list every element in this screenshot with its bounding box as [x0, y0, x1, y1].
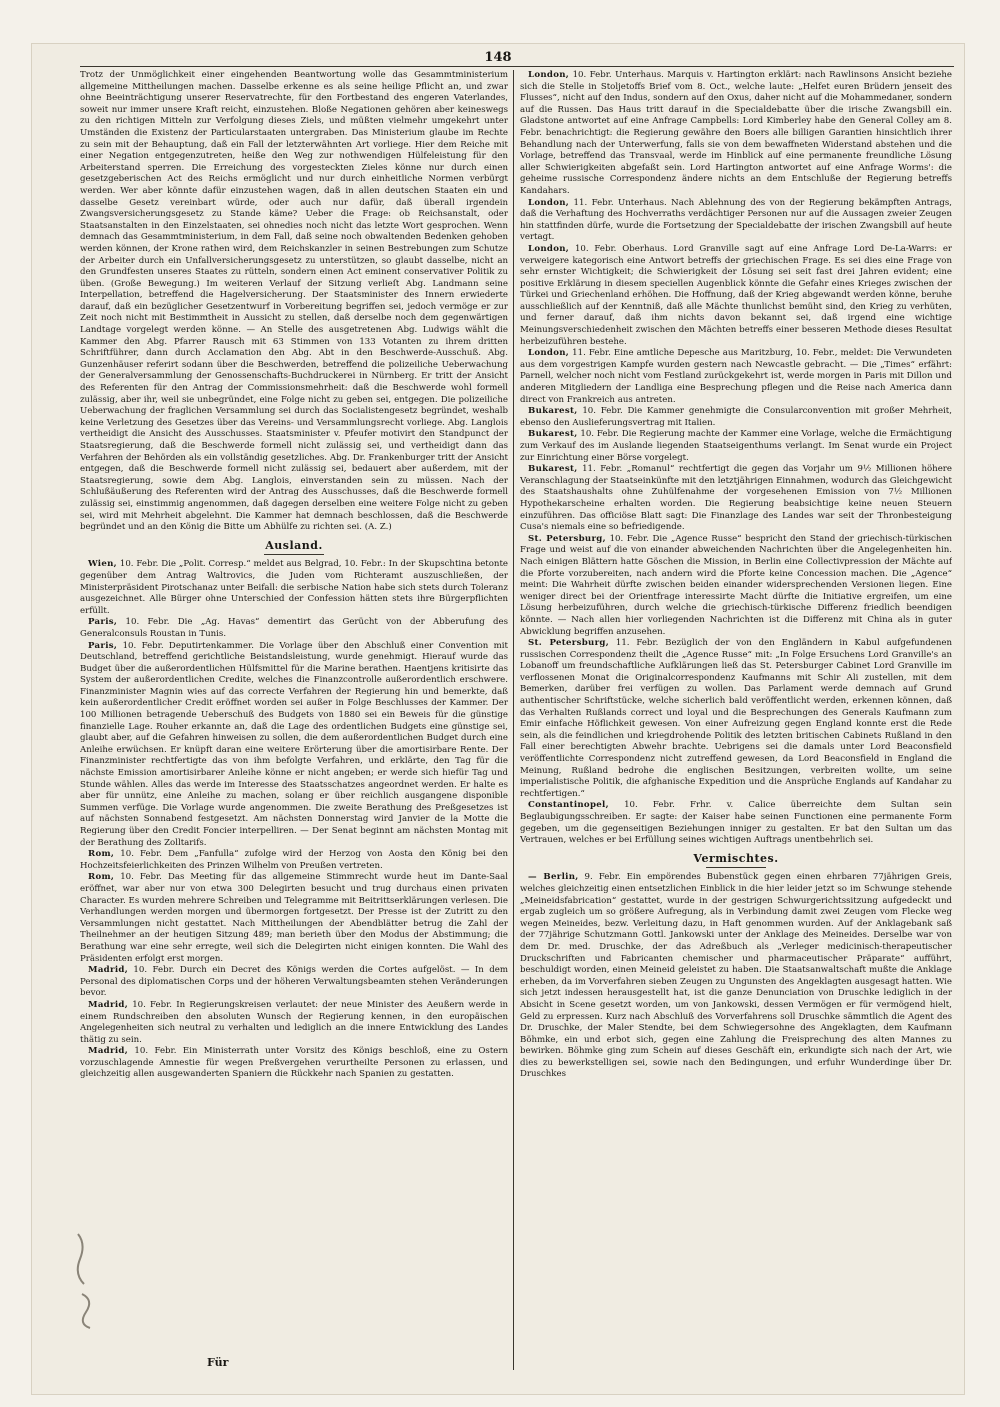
dateline: — Berlin,	[528, 872, 579, 883]
newspaper-page	[32, 44, 964, 1394]
dateline: Rom,	[88, 872, 115, 883]
dateline: Paris,	[88, 640, 118, 651]
article-paragraph	[520, 872, 952, 1081]
article-text: 10. Febr. In Regierungskreisen verlautet: der neue Minister des Aeußern werde in einem Rundschreiben den absoluten Wunsch der Regierung kennen, in den europäischen Angelegenheiten sich neutral zu verhalten und lediglich an die innere Entwicklung des Landes thätig zu sein.	[80, 999, 508, 1045]
article-text: 10. Febr. Durch ein Decret des Königs werden die Cortes aufgelöst. — In dem Personal des diplomatischen Corps und der höheren Verwaltungsbeamten stehen Veränderungen bevor.	[80, 965, 508, 999]
article-text: 10. Febr. Unterhaus. Marquis v. Hartington erklärt: nach Rawlinsons Ansicht beziehe sich die Stelle in Stoljetoffs Brief vom 8. Oct., welche laute: „Helfet euren Brüdern jenseit des Flusses“, nicht auf den Indus, sondern auf den Oxus, daher nicht auf die Mohammedaner, sondern auf die Russen. Das Haus tritt darauf in die Specialdebatte über die irische Zwangsbill ein. Gladstone antwortet auf eine Anfrage Campbells: Lord Kimberley habe den General Colley am 8. Febr. benachrichtigt: die Regierung gewähre den Boers alle billigen Garantien hinsichtlich ihrer Behandlung nach der Unterwerfung, falls sie von dem bewaffneten Widerstand abstehen und die Vorlage, betreffend das Transvaal, werde im Hinblick auf eine permanente freundliche Lösung aller Schwierigkeiten abgefaßt sein. Lord Hartington antwortet auf eine Anfrage Worms': die geheime russische Correspondenz ändere nichts an dem Entschluße der Regierung betreffs Kandahars.	[520, 70, 952, 196]
article-paragraph	[80, 872, 508, 965]
dateline: St. Petersburg,	[528, 638, 610, 649]
article-text: 11. Febr. Eine amtliche Depesche aus Maritzburg, 10. Febr., meldet: Die Verwundeten aus dem vorgestrigen Kampfe wurden gestern nach Newcastle gebracht. — Die „Times“ erfährt: Parnell, welcher noch nicht vom Festland zurückgekehrt ist, werde morgen in Paris mit Dillon und anderen Mitgliedern der Landliga eine Besprechung pflegen und die Reise nach America dann direct von Frankreich aus antreten.	[520, 348, 952, 405]
dateline: Rom,	[88, 849, 115, 860]
article-paragraph	[520, 464, 952, 534]
section-rule	[264, 554, 324, 555]
article-text: 10. Febr. Ein Ministerrath unter Vorsitz des Königs beschloß, eine zu Ostern vorzuschlagende Amnestie für wegen Preßvergehen verurtheilte Personen zu erlassen, und gleichzeitig allen ausgewanderten Spaniern die Rückkehr nach Spanien zu gestatten.	[80, 1046, 508, 1080]
article-paragraph	[520, 244, 952, 348]
article-paragraph	[520, 800, 952, 846]
article-paragraph	[520, 198, 952, 244]
section-heading: Vermischtes.	[693, 851, 779, 865]
article-text: 10. Febr. Die Kammer genehmigte die Consularconvention mit großer Mehrheit, ebenso den Auslieferungsvertrag mit Italien.	[520, 406, 952, 428]
section-rule	[706, 867, 766, 868]
article-paragraph	[520, 348, 952, 406]
article-text: 10. Febr. Dem „Fanfulla“ zufolge wird der Herzog von Aosta den König bei den Hochzeitsfeierlichkeiten des Prinzen Wilhelm von Preußen vertreten.	[80, 849, 508, 871]
article-text: 9. Febr. Ein empörendes Bubenstück gegen einen ehrbaren 77jährigen Greis, welches gleichzeitig einen entsetzlichen Einblick in die hier leider jetzt so im Schwunge stehende „Meineidsfabrication“ gestattet, wurde in der gestrigen Schwurgerichtssitzung aufgedeckt und ergab zugleich um so größere Aufregung, als in Verbindung damit zwei Zeugen vom Flecke weg wegen Meineides, bezw. Verleitung dazu, in Haft genommen wurden. Auf der Anklagebank saß der 77jährige Schutzmann Gottl. Jankowski unter der Anklage des Meineides. Derselbe war von dem Dr. med. Druschke, der das Adreßbuch als „Verleger medicinisch-therapeutischer Druckschriften und Fabricanten chemischer und pharmaceutischer Präparate“ aufführt, beschuldigt worden, einen Meineid geleistet zu haben. Die Staatsanwaltschaft mußte die Anklage erheben, da im Vorverfahren sieben Zeugen zu Ungunsten des Angeklagten ausgesagt hatten. Wie sich jetzt indessen herausgestellt hat, ist die ganze Denunciation von Druschke lediglich in der Absicht in Scene gesetzt worden, um von Jankowski, dessen Vermögen er für vermögend hielt, Geld zu erpressen. Kurz nach Abschluß des Vorverfahrens soll Druschke sämmtlich die Agent des Dr. Druschke, der Maler Stendte, bei dem Schwiegersohne des Angeklagten, dem Kaufmann Böhmke, ein und erbot sich, gegen eine Zahlung die Freisprechung des alten Mannes zu bewirken. Böhmke ging zum Schein auf dieses Geschäft ein, erkundigte sich nach der Art, wie dies zu bewerkstelligen sei, sowie nach den Bedingungen, und erfuhr Wunderdinge über Dr. Druschkes	[520, 872, 952, 1080]
left-column	[80, 70, 508, 1370]
dateline: St. Petersburg,	[528, 533, 606, 544]
page-number: 148	[484, 50, 512, 65]
dateline: London,	[528, 348, 570, 359]
dateline: Madrid,	[88, 965, 128, 976]
article-text: Trotz der Unmöglichkeit einer eingehenden Beantwortung wolle das Gesammtministerium allgemeine Mittheilungen machen. Dasselbe erkenne es als seine heilige Pflicht an, und zwar ohne Beeinträchtigung unserer Reservatrechte, für den Fortbestand des engeren Vaterlandes, soweit nur immer unsere Kraft reicht, einzustehen. Bloße Negationen gehören aber keineswegs zu den richtigen Mitteln zur Verfolgung dieses Ziels, und müßten vielmehr umgekehrt unter Umständen die Existenz der Particularstaaten untergraben. Das Ministerium glaube im Rechte zu sein mit der Behauptung, daß ein Fall der letzterwähnten Art vorliege. Hier dem Reiche mit einer Negation entgegenzutreten, heiße den Weg zur nothwendigen Hülfeleistung für den Arbeiterstand sperren. Die Erreichung des vorgesteckten Zieles könne nur durch einen gesetzgeberischen Act des Reichs ermöglicht und nur durch einheitliche Normen verbürgt werden. Wer aber könnte dafür einzustehen wagen, daß in allen deutschen Staaten ein und dasselbe Gesetz vereinbart würde, oder auch nur dafür, daß überall irgendein Zwangsversicherungsgesetz zu Stande käme? Ueber die Frage: ob Reichsanstalt, oder Staatsanstalten in den Einzelstaaten, sei ohnedies noch nicht das letzte Wort gesprochen. Wenn demnach das Gesammtministerium, in dem Fall, daß seine noch obwaltenden Bedenken gehoben werden können, der Krone rathen wird, dem Reichskanzler in seinen Bestrebungen zum Schutze der Arbeiter durch ein Unfallversicherungsgesetz zu unterstützen, so glaubt dasselbe, nicht an den Grundfesten unseres Staates zu rütteln, sondern einen Act eminent conservativer Politik zu üben. (Große Bewegung.) Im weiteren Verlauf der Sitzung verlieſt Abg. Landmann seine Interpellation, betreffend die Hagelversicherung. Der Staatsminister des Innern erwiederte darauf, daß ein bezüglicher Gesetzentwurf in Vorbereitung begriffen sei, jedoch vermöge er zur Zeit noch nicht mit Bestimmtheit in Aussicht zu stellen, daß derselbe noch dem gegenwärtigen Landtage vorgelegt werden könne. — An Stelle des ausgetretenen Abg. Ludwigs wählt die Kammer den Abg. Pfarrer Rausch mit 63 Stimmen von 133 Votanten zu ihrem dritten Schriftführer, dann durch Acclamation den Abg. Abt in den Beschwerde-Ausschuß. Abg. Gunzenhäuser referirt sodann über die Beschwerden, betreffend die polizeiliche Ueberwachung der Generalversammlung der Genossenschafts-Buchdruckerei in Nürnberg. Er tritt der Ansicht des Referenten für den Antrag der Commissionsmehrheit: daß die Beschwerde wohl formell zulässig, aber ihr, weil sie unbegründet, eine Folge nicht zu geben sei, entgegen. Die polizeiliche Ueberwachung der fraglichen Versammlung sei durch das Socialistengesetz begründet, weshalb keine Verletzung des Gesetzes über das Vereins- und Versammlungsrecht vorliege. Abg. Langlois vertheidigt die Ansicht des Ausschusses. Staatsminister v. Pfeufer motivirt den Standpunct der Staatsregierung, daß die Beschwerde formell nicht zulässig sei, und vertheidigt dann das Verfahren der Behörden als ein vollständig gesetzliches. Abg. Dr. Frankenburger tritt der Ansicht entgegen, daß die Beschwerde formell nicht zulässig sei, bedauert aber außerdem, mit der Staatsregierung, sowie dem Abg. Langlois, einverstanden sein zu müssen. Nach der Schlußäußerung des Referenten wird der Antrag des Ausschusses, daß die Beschwerde formell zulässig sei, einstimmig angenommen, daß dagegen derselben eine weitere Folge nicht zu geben sei, wird mit Mehrheit abgelehnt. Die Kammer hat demnach beschlossen, daß die Beschwerde begründet und an den König die Bitte um Abhülfe zu richten sei. (A. Z.)	[80, 70, 508, 533]
article-paragraph	[80, 1046, 508, 1081]
article-text: 10. Febr. Die „Polit. Corresp.“ meldet aus Belgrad, 10. Febr.: In der Skupschtina betonte gegenüber dem Antrag Waltrovics, die Juden vom Richteramt auszuschließen, der Ministerpräsident Pirotschanaz unter Beifall: die serbische Nation habe sich stets durch Toleranz ausgezeichnet. Alle Bürger ohne Unterschied der Confession hätten stets ihre Bürgerpflichten erfüllt.	[80, 559, 508, 616]
article-paragraph	[80, 559, 508, 617]
article-paragraph	[80, 849, 508, 872]
article-paragraph	[80, 965, 508, 1000]
article-paragraph	[80, 70, 508, 534]
header-rule	[80, 66, 954, 67]
article-paragraph	[520, 534, 952, 638]
article-paragraph	[520, 638, 952, 800]
dateline: Paris,	[88, 617, 118, 628]
article-paragraph	[80, 617, 508, 640]
right-column	[520, 70, 952, 1370]
article-paragraph	[80, 641, 508, 850]
article-text: 10. Febr. Die „Agence Russe“ bespricht den Stand der griechisch-türkischen Frage und weist auf die von einander abweichenden Nachrichten über die Angelegenheiten hin. Nach einigen Blättern hatte Göschen die Mission, in Berlin eine Collectivpression der Mächte auf die Pforte vorzubereiten, nach andern wird die Pforte keine Concession machen. Die „Agence“ meint: Die Wahrheit dürfte zwischen beiden einander widersprechenden Versionen liegen. Eine weniger direct bei der Orientfrage interessirte Macht dürfte die Initiative ergreifen, um eine Lösung herbeizuführen, durch welche die griechisch-türkische Differenz friedlich beendigen könnte. — Nach allen hier vorliegenden Nachrichten ist die Differenz mit China als in guter Abwicklung begriffen anzusehen.	[520, 533, 952, 637]
article-text: 10. Febr. Deputirtenkammer. Die Vorlage über den Abschluß einer Convention mit Deutschland, betreffend gerichtliche Beistandsleistung, wurde genehmigt. Hierauf wurde das Budget über die außerordentlichen Hülfsmittel für die Marine berathen. Haentjens kritisirte das System der außerordentlichen Credite, welches die Finanzcontrolle außerordentlich erschwere. Finanzminister Magnin wies auf das correcte Verfahren der Regierung hin und bemerkte, daß kein außerordentlicher Credit eröffnet worden sei außer in Folge Beschlusses der Kammer. Der 100 Millionen betragende Ueberschuß des Budgets von 1880 sei ein Beweis für die günstige finanzielle Lage. Rouher erkannte an, daß die Lage des ordentlichen Budgets eine günstige sei, glaubt aber, auf die Gefahren hinweisen zu sollen, die dem außerordentlichen Budget durch eine Anleihe erwüchsen. Er knüpft daran eine weitere Erörterung über die amortisirbare Rente. Der Finanzminister rechtfertigte das von ihm befolgte Verfahren, und erklärte, den Tag für die nächste Emission amortisirbarer Anleihe könne er nicht angeben; er werde sich hiefür Tag und Stunde wählen. Alles das werde im Interesse des Staatsschatzes angeordnet werden. Er halte es aber für unnütz, eine Anleihe zu machen, solang er über reichlich ausgangene disponible Summen verfüge. Die Vorlage wurde angenommen. Die zweite Berathung des Preßgesetzes ist auf nächsten Sonnabend festgesetzt. Am nächsten Donnerstag wird Janvier de la Motte die Regierung über den Credit Foncier interpelliren. — Der Senat beginnt am nächsten Montag mit der Berathung des Zolltarifs.	[80, 640, 508, 848]
dateline: London,	[528, 243, 570, 254]
dateline: Madrid,	[88, 1046, 128, 1057]
article-paragraph	[520, 70, 952, 198]
dateline: London,	[528, 70, 570, 80]
article-text: 10. Febr. Die „Ag. Havas“ dementirt das Gerücht von der Abberufung des Generalconsuls Roustan in Tunis.	[80, 617, 508, 639]
article-text: 10. Febr. Frhr. v. Calice überreichte dem Sultan sein Beglaubigungsschreiben. Er sagte: der Kaiser habe seinen Functionen eine permanente Form gegeben, um die gegenseitigen Beziehungen inniger zu gestalten. Er bat den Sultan um das Vertrauen, welches er bei Erfüllung seines wichtigen Auftrags unentbehrlich sei.	[520, 800, 952, 846]
article-text: 11. Febr. Bezüglich der von den Engländern in Kabul aufgefundenen russischen Correspondenz theilt die „Agence Russe“ mit: „In Folge Ersuchens Lord Granville's an Lobanoff um freundschaftliche Aufklärungen ließ das St. Petersburger Cabinet Lord Granville im verflossenen Monat die Originalcorrespondenz Kaufmanns mit Schir Ali zustellen, mit dem Bemerken, darüber frei verfügen zu wollen. Das Parlament werde demnach auf Grund authentischer Schriftstücke, welche sicherlich bald veröffentlicht werden, erkennen können, daß das Verhalten Rußlands correct und loyal und die Besprechungen des Generals Kaufmann zum Emir einfache Höflichkeit gewesen. Von einer Aufreizung gegen England konnte erst die Rede sein, als die feindlichen und kriegdrohende Politik des letzten britischen Cabinets Rußland in den Fall einer berechtigten Abwehr brachte. Uebrigens sei die damals unter Lord Beaconsfield veröffentlichte Correspondenz nicht zutreffend gewesen, da Lord Beaconsfield in England die Meinung, Rußland bedrohe die englischen Besitzungen, verbreiten wollte, um seine imperialistische Politik, die afghanische Expedition und die Ansprüche Englands auf Kandahar zu rechtfertigen.“	[520, 638, 952, 799]
article-text: 10. Febr. Das Meeting für das allgemeine Stimmrecht wurde heut im Dante-Saal eröffnet, war aber nur von etwa 300 Delegirten besucht und trug durchaus einen privaten Character. Es wurden mehrere Schreiben und Telegramme mit Beitrittserklärungen verlesen. Die Verhandlungen werden morgen und übermorgen fortgesetzt. Der Presse ist der Zutritt zu den Versammlungen nicht gestattet. Nach Mittheilungen der Abendblätter betrug die Zahl der Theilnehmer an der heutigen Sitzung 489; man berieth über den Modus der Abstimmung; die Berathung war eine sehr erregte, weil sich die Delegirten nicht einigen konnten. Die Wahl des Präsidenten erfolgt erst morgen.	[80, 872, 508, 964]
dateline: Bukarest,	[528, 406, 578, 417]
dateline: Bukarest,	[528, 464, 578, 475]
dateline: Wien,	[88, 559, 117, 570]
article-paragraph	[520, 429, 952, 464]
catchword: Für	[207, 1356, 229, 1369]
article-text: 10. Febr. Die Regierung machte der Kammer eine Vorlage, welche die Ermächtigung zum Verkauf des im Auslande liegenden Staatseigenthums verlangt. Im Senat wurde ein Project zur Einrichtung einer Börse vorgelegt.	[520, 429, 952, 463]
pencil-annotation	[68, 1224, 108, 1334]
dateline: London,	[528, 197, 570, 208]
section-heading: Ausland.	[265, 538, 323, 552]
dateline: Madrid,	[88, 999, 128, 1010]
article-text: 11. Febr. „Romanul“ rechtfertigt die gegen das Vorjahr um 9½ Millionen höhere Veranschlagung der Staatseinkünfte mit den letztjährigen Einnahmen, wodurch das Gleichgewicht des Staatshaushalts ohne Zuhülfenahme der vorgesehenen Emission von 7½ Millionen Hypothekarscheine erhalten worden. Die Regierung beabsichtige keine neuen Steuern einzuführen. Das officiöse Blatt sagt: Die Finanzlage des Landes war seit der Thronbesteigung Cusa's niemals eine so befriedigende.	[520, 464, 952, 533]
article-paragraph	[80, 1000, 508, 1046]
dateline: Bukarest,	[528, 429, 578, 440]
column-divider	[513, 70, 514, 1370]
dateline: Constantinopel,	[528, 800, 609, 811]
article-text: 10. Febr. Oberhaus. Lord Granville sagt auf eine Anfrage Lord De-La-Warrs: er verweigere kategorisch eine Antwort betreffs der griechischen Frage. Es sei dies eine Frage von sehr ernster Wichtigkeit; die Schwierigkeit der Lösung sei seit fast drei Jahren evident; eine positive Erklärung in diesem speciellen Augenblick könnte die Gefahr eines Krieges zwischen der Türkei und Griechenland erhöhen. Die Hoffnung, daß der Krieg abgewandt werden könne, beruhe ausschließlich auf der Kenntniß, daß alle Mächte thunlichst bemüht sind, den Krieg zu verhüten, und ferner darauf, daß ihm nichts davon bekannt sei, daß irgend eine wichtige Meinungsverschiedenheit zwischen den Mächten betreffs einer besseren Methode dieses Resultat herbeizuführen bestehe.	[520, 243, 952, 347]
article-text: 11. Febr. Unterhaus. Nach Ablehnung des von der Regierung bekämpften Antrags, daß die Verhaftung des Hochverraths verdächtiger Personen nur auf die Aussagen zweier Zeugen hin stattfinden dürfe, wurde die Fortsetzung der Specialdebatte der irischen Zwangsbill auf heute vertagt.	[520, 197, 952, 243]
article-paragraph	[520, 406, 952, 429]
